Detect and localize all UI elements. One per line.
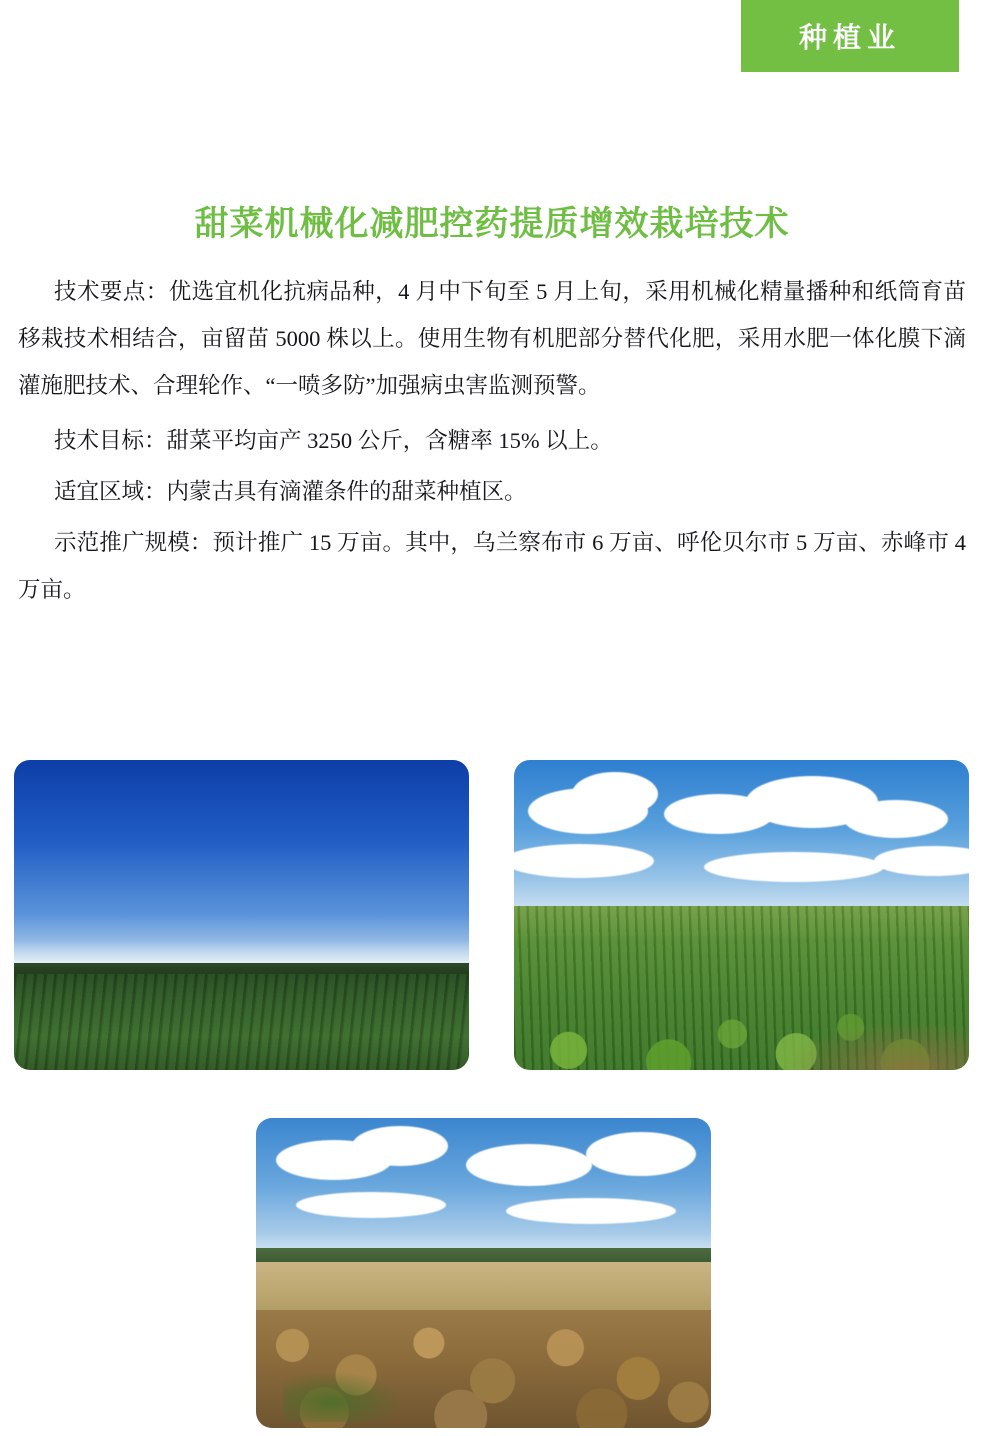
- cloud-shape: [296, 1192, 446, 1218]
- paragraph-suitable-region: 适宜区域：内蒙古具有滴灌条件的甜菜种植区。: [54, 479, 527, 504]
- cloud-shape: [506, 1198, 676, 1224]
- cloud-shape: [466, 1144, 592, 1186]
- cloud-shape: [844, 800, 948, 838]
- cloud-shape: [586, 1132, 696, 1176]
- body-text: [18, 268, 966, 621]
- category-tab-label: 种植业: [798, 21, 901, 54]
- figure-harvested-sugar-beet-pile: [256, 1118, 711, 1428]
- photo-content: [514, 760, 969, 1070]
- cloud-shape: [704, 852, 884, 882]
- cloud-shape: [572, 772, 658, 816]
- beet-leaf-residue: [283, 1372, 401, 1422]
- page-title: 甜菜机械化减肥控药提质增效栽培技术: [194, 204, 790, 244]
- crop-rows-texture: [14, 974, 469, 1070]
- photo-content: [14, 760, 469, 1070]
- paragraph-technical-goal: 技术目标：甜菜平均亩产 3250 公斤，含糖率 15% 以上。: [54, 428, 613, 453]
- paragraph-demonstration-scale: 示范推广规模：预计推广 15 万亩。其中，乌兰察布市 6 万亩、呼伦贝尔市 5 万亩、赤峰市 4 万亩。: [18, 530, 966, 602]
- category-tab: [741, 0, 959, 72]
- figure-sugar-beet-field-cumulus-clouds: [514, 760, 969, 1070]
- photo-content: [256, 1118, 711, 1428]
- cloud-shape: [352, 1126, 448, 1166]
- exposed-soil-patch: [778, 1020, 969, 1070]
- paragraph-technical-points: 技术要点：优选宜机化抗病品种，4 月中下旬至 5 月上旬，采用机械化精量播种和纸筒育苗移栽技术相结合，亩留苗 5000 株以上。使用生物有机肥部分替代化肥，采用水肥一体化膜下滴灌施肥技术、合理轮作、“一喷多防”加强病虫害监测预警。: [18, 279, 966, 398]
- sky-layer: [14, 760, 469, 968]
- figure-sugar-beet-field-deep-blue-sky: [14, 760, 469, 1070]
